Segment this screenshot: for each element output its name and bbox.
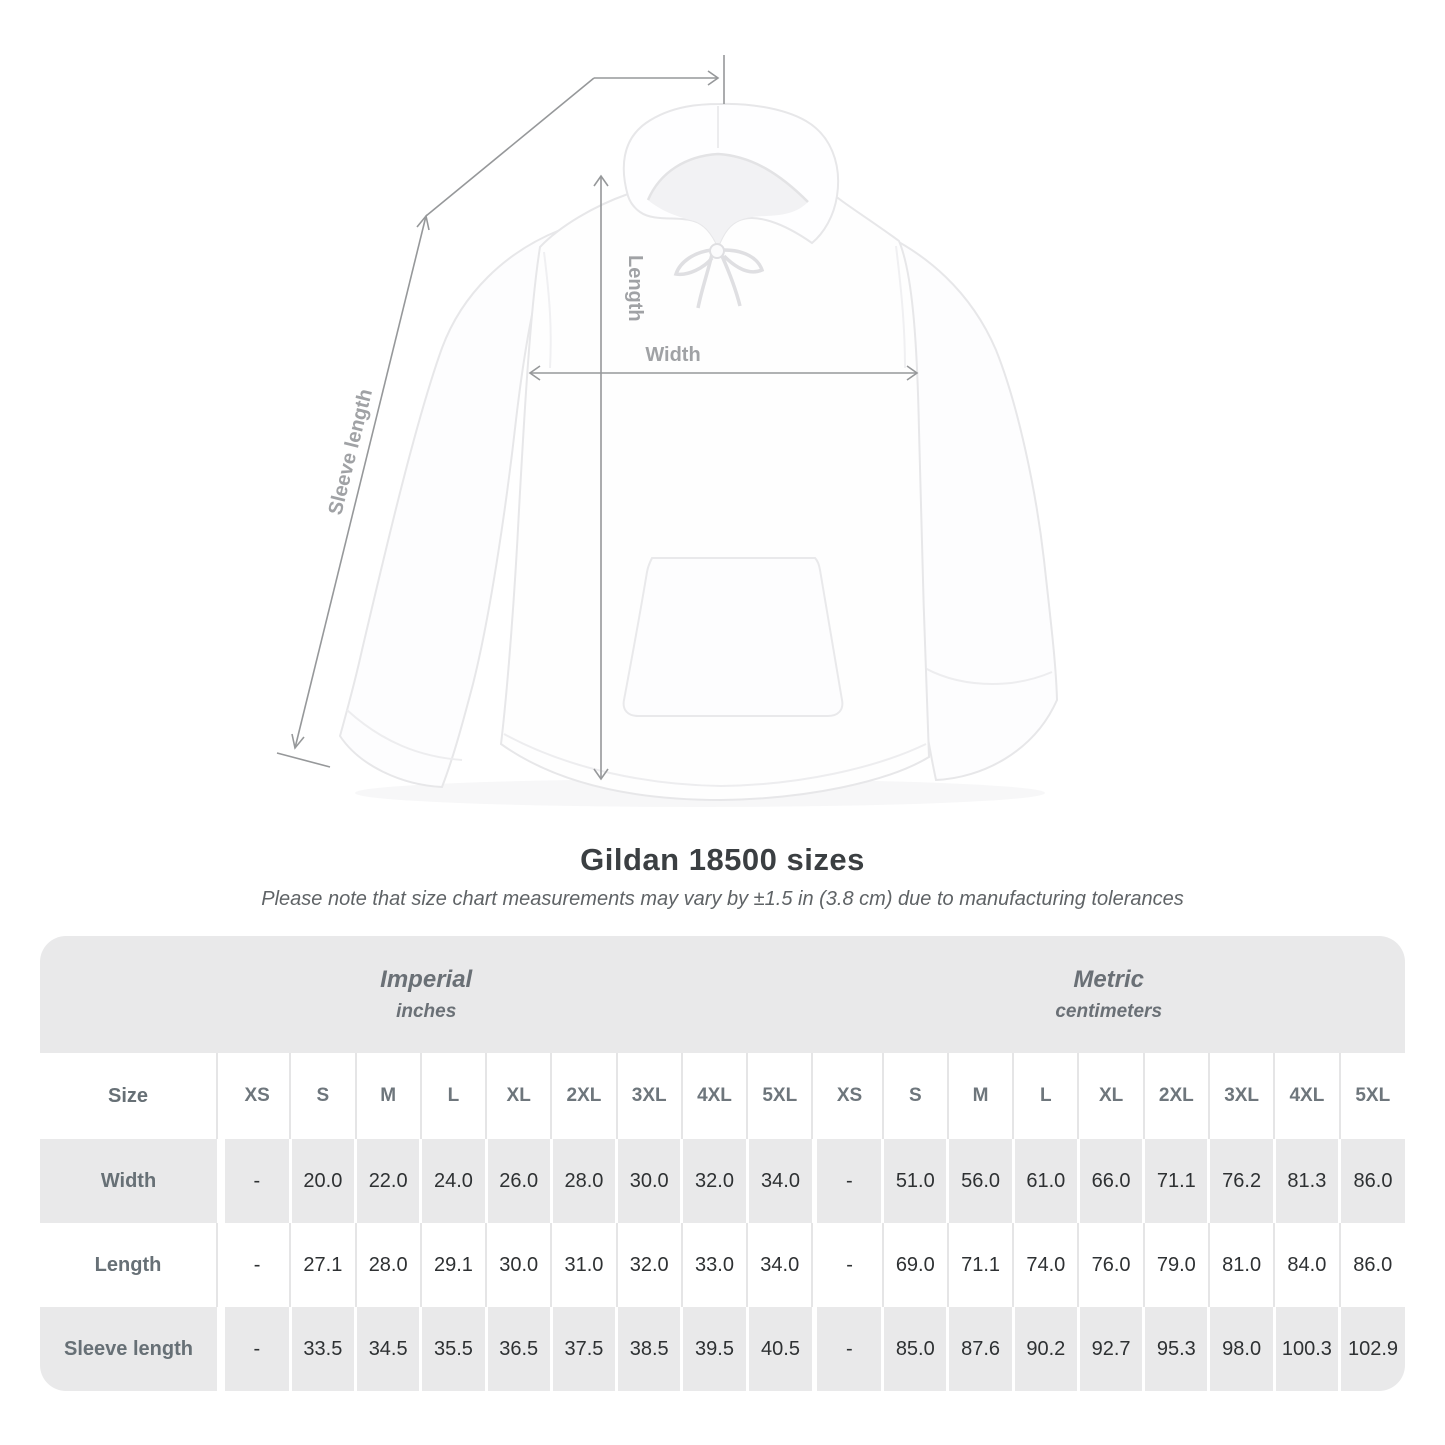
column-divider	[217, 1223, 225, 1307]
size-header-metric-5xl: 5XL	[1340, 1053, 1405, 1139]
size-header-imperial-xs: XS	[244, 1085, 270, 1106]
sleeve-imperial-3xl: 38.5	[617, 1307, 682, 1391]
size-header-metric-2xl: 2XL	[1144, 1053, 1209, 1139]
sleeve-imperial-xl: 36.5	[486, 1307, 551, 1391]
sleeve-length-label: Sleeve length	[324, 386, 378, 518]
length-imperial-5xl: 34.0	[747, 1223, 812, 1307]
length-imperial-3xl: 32.0	[617, 1223, 682, 1307]
metric-title: Metric	[1073, 966, 1145, 993]
row-label-sleeve-length: Sleeve length	[40, 1307, 217, 1391]
sizes-header-row	[40, 1053, 1405, 1139]
sleeve-metric-s: 85.0	[883, 1307, 948, 1391]
length-imperial-2xl: 31.0	[551, 1223, 616, 1307]
page-title: Gildan 18500 sizes	[580, 842, 865, 877]
width-imperial-5xl: 34.0	[747, 1139, 812, 1223]
length-metric-xs: -	[846, 1253, 853, 1276]
column-divider	[217, 1139, 225, 1223]
width-imperial-xl: 26.0	[486, 1139, 551, 1223]
length-imperial-xl: 30.0	[486, 1223, 551, 1307]
metric-unit: centimeters	[1055, 1001, 1163, 1022]
units-header-row	[40, 936, 1405, 1053]
width-imperial-2xl: 28.0	[551, 1139, 616, 1223]
width-label: Width	[645, 344, 701, 366]
size-header-imperial-m: M	[356, 1053, 421, 1139]
size-header-imperial-l: L	[421, 1053, 486, 1139]
length-metric-m: 71.1	[948, 1223, 1013, 1307]
imperial-section-header	[40, 936, 812, 1053]
size-header-imperial-3xl: 3XL	[617, 1053, 682, 1139]
size-header-imperial-xl: XL	[486, 1053, 551, 1139]
size-chart	[40, 936, 1405, 1391]
width-metric-l: 61.0	[1013, 1139, 1078, 1223]
sleeve-metric-3xl: 98.0	[1209, 1307, 1274, 1391]
size-header-metric-s: S	[883, 1053, 948, 1139]
size-header-metric-l: L	[1013, 1053, 1078, 1139]
size-header-imperial-4xl: 4XL	[682, 1053, 747, 1139]
size-header-imperial-s: S	[290, 1053, 355, 1139]
length-metric-5xl: 86.0	[1340, 1223, 1405, 1307]
width-imperial-m: 22.0	[356, 1139, 421, 1223]
sleeve-metric-5xl: 102.9	[1340, 1307, 1405, 1391]
row-label-width: Width	[40, 1139, 217, 1223]
sleeve-imperial-5xl: 40.5	[747, 1307, 812, 1391]
width-row	[40, 1139, 1405, 1223]
sleeve-metric-xl: 92.7	[1078, 1307, 1143, 1391]
width-imperial-3xl: 30.0	[617, 1139, 682, 1223]
drawstring-knot	[710, 244, 724, 258]
size-column-header: Size	[107, 1084, 149, 1107]
size-header-metric-m: M	[948, 1053, 1013, 1139]
sleeve-imperial-m: 34.5	[356, 1307, 421, 1391]
sleeve-metric-l: 90.2	[1013, 1307, 1078, 1391]
imperial-unit: inches	[396, 1001, 457, 1022]
size-header-imperial-5xl: 5XL	[747, 1053, 812, 1139]
column-divider	[217, 1307, 225, 1391]
length-metric-s: 69.0	[883, 1223, 948, 1307]
hoodie-pocket	[624, 558, 843, 716]
width-imperial-s: 20.0	[290, 1139, 355, 1223]
sleeve-length-row	[40, 1307, 1405, 1391]
sleeve-imperial-xs: -	[225, 1307, 290, 1391]
length-imperial-4xl: 33.0	[682, 1223, 747, 1307]
size-header-imperial-2xl: 2XL	[551, 1053, 616, 1139]
sleeve-imperial-l: 35.5	[421, 1307, 486, 1391]
sleeve-metric-2xl: 95.3	[1144, 1307, 1209, 1391]
width-metric-xs: -	[817, 1139, 882, 1223]
sleeve-metric-4xl: 100.3	[1274, 1307, 1339, 1391]
sleeve-imperial-4xl: 39.5	[682, 1307, 747, 1391]
column-divider	[217, 1053, 225, 1139]
sleeve-imperial-2xl: 37.5	[551, 1307, 616, 1391]
width-metric-2xl: 71.1	[1144, 1139, 1209, 1223]
sleeve-metric-m: 87.6	[948, 1307, 1013, 1391]
width-metric-s: 51.0	[883, 1139, 948, 1223]
length-metric-l: 74.0	[1013, 1223, 1078, 1307]
sleeve-metric-xs: -	[817, 1307, 882, 1391]
width-metric-5xl: 86.0	[1340, 1139, 1405, 1223]
row-label-length: Length	[94, 1253, 162, 1276]
length-imperial-m: 28.0	[356, 1223, 421, 1307]
width-metric-3xl: 76.2	[1209, 1139, 1274, 1223]
size-header-metric-xl: XL	[1078, 1053, 1143, 1139]
length-metric-2xl: 79.0	[1144, 1223, 1209, 1307]
size-header-metric-xs: XS	[836, 1085, 863, 1106]
width-imperial-4xl: 32.0	[682, 1139, 747, 1223]
sleeve-imperial-s: 33.5	[290, 1307, 355, 1391]
length-imperial-xs: -	[253, 1253, 261, 1276]
length-row	[40, 1223, 1405, 1307]
width-metric-xl: 66.0	[1078, 1139, 1143, 1223]
width-metric-m: 56.0	[948, 1139, 1013, 1223]
length-imperial-s: 27.1	[290, 1223, 355, 1307]
length-label: Length	[624, 255, 646, 322]
size-header-metric-3xl: 3XL	[1209, 1053, 1274, 1139]
size-header-metric-4xl: 4XL	[1274, 1053, 1339, 1139]
width-imperial-xs: -	[225, 1139, 290, 1223]
tolerance-note: Please note that size chart measurements may vary by ±1.5 in (3.8 cm) due to manufacturing tolerances	[261, 888, 1184, 910]
length-metric-3xl: 81.0	[1209, 1223, 1274, 1307]
imperial-title: Imperial	[380, 966, 473, 993]
metric-section-header	[812, 936, 1405, 1053]
length-metric-4xl: 84.0	[1274, 1223, 1339, 1307]
width-imperial-l: 24.0	[421, 1139, 486, 1223]
width-metric-4xl: 81.3	[1274, 1139, 1339, 1223]
size-chart-table	[40, 936, 1405, 1391]
length-metric-xl: 76.0	[1078, 1223, 1143, 1307]
length-imperial-l: 29.1	[421, 1223, 486, 1307]
